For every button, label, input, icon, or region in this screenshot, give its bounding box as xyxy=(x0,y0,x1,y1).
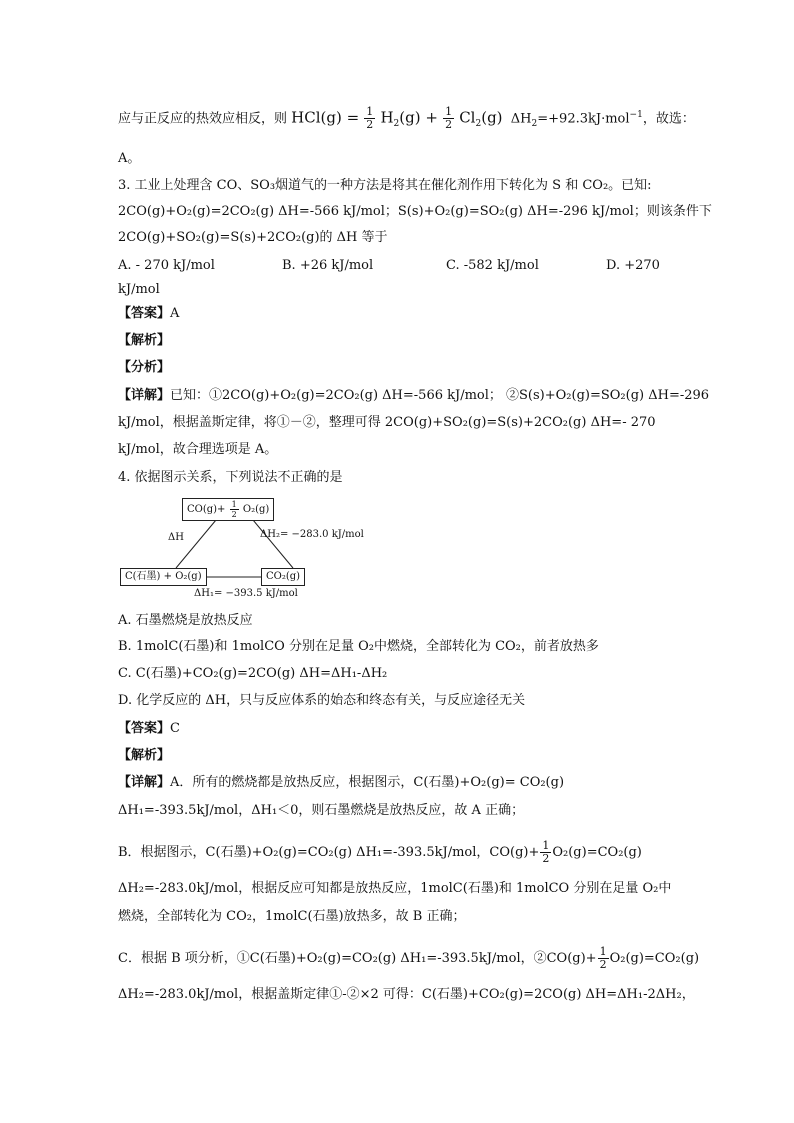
text: ，故选： xyxy=(642,111,695,127)
q4-option-b: B. 1molC(石墨)和 1molCO 分别在足量 O₂中燃烧，全部转化为 CO₂，前者放热多 xyxy=(118,639,599,654)
q4-detail xyxy=(118,774,564,792)
q4-detail-4: ΔH₂=-283.0kJ/mol，根据反应可知都是放热反应，1molC(石墨)和 1molCO 分别在足量 O₂中 xyxy=(118,881,672,896)
text: 已知：①2CO(g)+O₂(g)=2CO₂(g) ΔH=-566 kJ/mol； ②S(s)+O₂(g)=SO₂(g) ΔH=-296 xyxy=(170,388,710,403)
detail-tag: 【详解】 xyxy=(118,775,171,790)
text-line: A。 xyxy=(118,151,141,166)
text: ΔH xyxy=(510,111,532,127)
diagram-dh1: ΔH₁= −393.5 kJ/mol xyxy=(194,588,298,599)
answer-tag: 【答案】 xyxy=(118,721,171,736)
q4-detail-2: ΔH₁=-393.5kJ/mol，ΔH₁＜0，则石墨燃烧是放热反应，故 A 正确； xyxy=(118,803,525,818)
q4-jiexi: 【解析】 xyxy=(118,748,171,763)
q3-fenxi: 【分析】 xyxy=(118,360,171,375)
q4-stem: 4. 依据图示关系，下列说法不正确的是 xyxy=(118,470,343,485)
q4-option-a: A. 石墨燃烧是放热反应 xyxy=(118,613,253,628)
q4-answer xyxy=(118,720,180,738)
answer-value: C xyxy=(170,721,180,736)
q3-answer xyxy=(118,305,179,323)
top-equation-line: 应与正反应的热效应相反，则 HCl(g) = $\frac{1}{2}$ $H_2(g)$ + $\frac{1}{2}$ $Cl_2(g)$ $\Delta H_2=+92.3kJ\cdot mol^{-1}$，故选： xyxy=(118,105,695,132)
text: (g) xyxy=(481,108,503,127)
diagram-top-box: CO(g)+ $\frac{1}{2}$ O₂(g) xyxy=(182,498,274,521)
q3-detail-2: kJ/mol，根据盖斯定律，将①－②，整理可得 2CO(g)+SO₂(g)=S(s)+2CO₂(g) ΔH=- 270 xyxy=(118,415,656,430)
hess-diagram xyxy=(118,492,378,604)
fraction: $\frac{1}{2}$ xyxy=(366,105,374,132)
q3-option-c: C. -582 kJ/mol xyxy=(446,258,539,273)
q4-detail-6: C．根据 B 项分析，①C(石墨)+O₂(g)=CO₂(g) ΔH₁=-393.5kJ/mol，②CO(g)+ $\frac{1}{2}$ O₂(g)=CO₂(g) xyxy=(118,945,700,971)
text: 应与正反应的热效应相反，则 xyxy=(118,111,288,127)
text: H xyxy=(380,108,394,127)
q4-detail-7: ΔH₂=-283.0kJ/mol，根据盖斯定律①-②×2 可得：C(石墨)+CO₂(g)=2CO(g) ΔH=ΔH₁-2ΔH₂， xyxy=(118,987,695,1002)
q4-option-d: D. 化学反应的 ΔH，只与反应体系的始态和终态有关，与反应途径无关 xyxy=(118,693,526,708)
q3-option-a: A. - 270 kJ/mol xyxy=(118,258,215,273)
diagram-dh2: ΔH₂= −283.0 kJ/mol xyxy=(260,529,364,540)
q3-option-d-unit: kJ/mol xyxy=(118,282,160,297)
text: Cl xyxy=(459,108,476,127)
q3-jiexi: 【解析】 xyxy=(118,333,171,348)
q4-detail-3: B．根据图示，C(石墨)+O₂(g)=CO₂(g) ΔH₁=-393.5kJ/mol，CO(g)+ $\frac{1}{2}$ O₂(g)=CO₂(g) xyxy=(118,839,642,865)
answer-value: A xyxy=(170,306,180,321)
q3-question: 2CO(g)+SO₂(g)=S(s)+2CO₂(g)的 ΔH 等于 xyxy=(118,230,388,245)
q3-option-d: D. +270 xyxy=(606,258,660,273)
text: A．所有的燃烧都是放热反应，根据图示，C(石墨)+O₂(g)= CO₂(g) xyxy=(170,775,565,790)
text: (g) + xyxy=(399,108,438,127)
q3-stem: 3. 工业上处理含 CO、SO₃烟道气的一种方法是将其在催化剂作用下转化为 S 和 CO₂。已知: xyxy=(118,178,652,193)
q3-detail-3: kJ/mol，故合理选项是 A。 xyxy=(118,442,278,457)
q3-detail xyxy=(118,387,709,405)
answer-tag: 【答案】 xyxy=(118,306,171,321)
text: HCl(g) = xyxy=(291,108,360,127)
diagram-right-box: CO₂(g) xyxy=(261,568,305,586)
q4-option-c: C. C(石墨)+CO₂(g)=2CO(g) ΔH=ΔH₁-ΔH₂ xyxy=(118,666,388,681)
fraction: $\frac{1}{2}$ xyxy=(445,105,453,132)
diagram-dh: ΔH xyxy=(168,532,184,543)
detail-tag: 【详解】 xyxy=(118,388,171,403)
q4-detail-5: 燃烧，全部转化为 CO₂，1molC(石墨)放热多，故 B 正确； xyxy=(118,909,466,924)
diagram-left-box: C(石墨) + O₂(g) xyxy=(120,568,207,586)
q3-data: 2CO(g)+O₂(g)=2CO₂(g) ΔH=-566 kJ/mol；S(s)+O₂(g)=SO₂(g) ΔH=-296 kJ/mol；则该条件下 xyxy=(118,204,712,219)
text: =+92.3kJ·mol xyxy=(537,111,630,127)
q3-option-b: B. +26 kJ/mol xyxy=(282,258,374,273)
